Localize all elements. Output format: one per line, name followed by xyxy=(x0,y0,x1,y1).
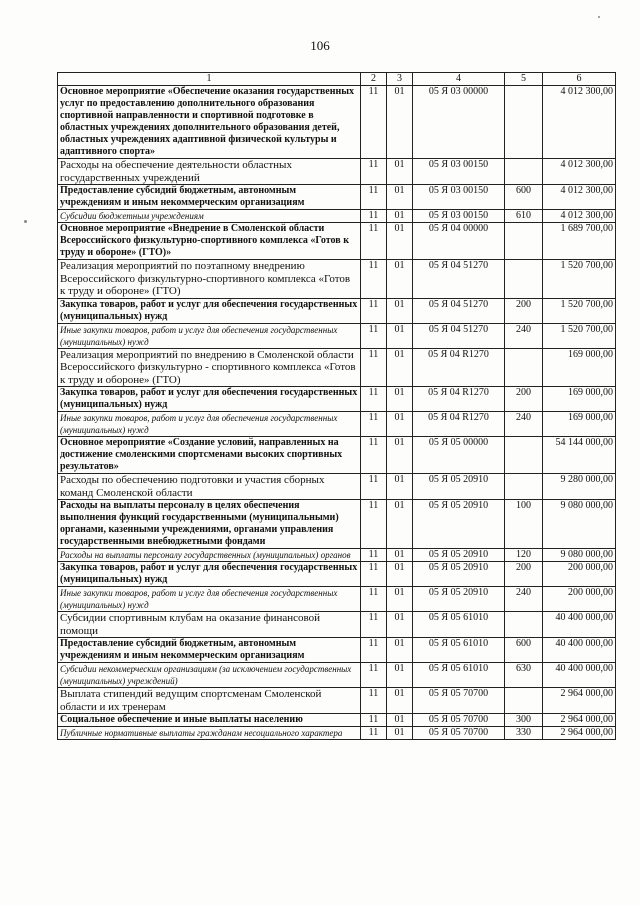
row-section: 11 xyxy=(361,348,387,387)
table-row xyxy=(58,587,616,612)
row-target: 05 Я 04 51270 xyxy=(413,260,505,299)
table-row xyxy=(58,86,616,159)
row-expense-type xyxy=(505,348,543,387)
row-section: 11 xyxy=(361,412,387,437)
row-target: 05 Я 04 51270 xyxy=(413,323,505,348)
table-row xyxy=(58,638,616,663)
row-target: 05 Я 05 70700 xyxy=(413,727,505,740)
row-amount: 40 400 000,00 xyxy=(543,612,616,638)
row-section: 11 xyxy=(361,587,387,612)
row-subsection: 01 xyxy=(387,86,413,159)
row-amount: 1 520 700,00 xyxy=(543,323,616,348)
row-expense-type: 100 xyxy=(505,500,543,549)
row-subsection: 01 xyxy=(387,663,413,688)
row-subsection: 01 xyxy=(387,727,413,740)
row-amount: 9 080 000,00 xyxy=(543,500,616,549)
row-amount: 40 400 000,00 xyxy=(543,663,616,688)
row-subsection: 01 xyxy=(387,688,413,714)
row-expense-type xyxy=(505,474,543,500)
row-amount: 169 000,00 xyxy=(543,387,616,412)
row-section: 11 xyxy=(361,714,387,727)
row-subsection: 01 xyxy=(387,159,413,185)
row-amount: 9 080 000,00 xyxy=(543,549,616,562)
row-target: 05 Я 05 20910 xyxy=(413,587,505,612)
row-amount: 4 012 300,00 xyxy=(543,210,616,223)
row-target: 05 Я 05 61010 xyxy=(413,663,505,688)
row-name: Основное мероприятие «Создание условий, направленных на достижение смоленскими спортсменами высоких спортивных результатов» xyxy=(58,437,361,474)
row-subsection: 01 xyxy=(387,638,413,663)
row-name: Расходы на выплаты персоналу в целях обеспечения выполнения функций государственными (муниципальными) органами, казенными учреждениями, органами управления государственными внебюджетными фондами xyxy=(58,500,361,549)
header-col-subsection: 3 xyxy=(387,73,413,86)
row-subsection: 01 xyxy=(387,210,413,223)
row-section: 11 xyxy=(361,437,387,474)
table-row xyxy=(58,612,616,638)
row-section: 11 xyxy=(361,323,387,348)
row-target: 05 Я 04 R1270 xyxy=(413,348,505,387)
header-col-target: 4 xyxy=(413,73,505,86)
table-row xyxy=(58,549,616,562)
row-target: 05 Я 04 R1270 xyxy=(413,412,505,437)
row-expense-type xyxy=(505,612,543,638)
row-expense-type: 600 xyxy=(505,638,543,663)
row-target: 05 Я 03 00000 xyxy=(413,86,505,159)
row-section: 11 xyxy=(361,210,387,223)
row-subsection: 01 xyxy=(387,223,413,260)
row-expense-type xyxy=(505,86,543,159)
row-expense-type xyxy=(505,159,543,185)
row-target: 05 Я 04 51270 xyxy=(413,298,505,323)
row-expense-type: 200 xyxy=(505,298,543,323)
row-target: 05 Я 05 00000 xyxy=(413,437,505,474)
header-col-amount: 6 xyxy=(543,73,616,86)
row-name: Реализация мероприятий по внедрению в Смоленской области Всероссийского физкультурно - спортивного комплекса «Готов к труду и обороне» (ГТО) xyxy=(58,348,361,387)
row-amount: 200 000,00 xyxy=(543,587,616,612)
row-expense-type: 240 xyxy=(505,412,543,437)
row-name: Закупка товаров, работ и услуг для обеспечения государственных (муниципальных) нужд xyxy=(58,562,361,587)
row-target: 05 Я 05 20910 xyxy=(413,474,505,500)
row-target: 05 Я 04 R1270 xyxy=(413,387,505,412)
row-amount: 1 520 700,00 xyxy=(543,298,616,323)
row-expense-type: 300 xyxy=(505,714,543,727)
table-row xyxy=(58,474,616,500)
row-subsection: 01 xyxy=(387,298,413,323)
table-row xyxy=(58,688,616,714)
row-name: Публичные нормативные выплаты гражданам несоциального характера xyxy=(58,727,361,740)
row-amount: 2 964 000,00 xyxy=(543,727,616,740)
table-row xyxy=(58,387,616,412)
row-section: 11 xyxy=(361,474,387,500)
row-amount: 1 689 700,00 xyxy=(543,223,616,260)
row-name: Социальное обеспечение и иные выплаты населению xyxy=(58,714,361,727)
row-target: 05 Я 04 00000 xyxy=(413,223,505,260)
row-subsection: 01 xyxy=(387,562,413,587)
row-target: 05 Я 05 70700 xyxy=(413,714,505,727)
row-amount: 169 000,00 xyxy=(543,412,616,437)
header-col-section: 2 xyxy=(361,73,387,86)
row-amount: 9 280 000,00 xyxy=(543,474,616,500)
row-subsection: 01 xyxy=(387,185,413,210)
scan-speck xyxy=(24,220,27,223)
table-row xyxy=(58,412,616,437)
row-name: Субсидии спортивным клубам на оказание финансовой помощи xyxy=(58,612,361,638)
row-section: 11 xyxy=(361,500,387,549)
budget-table xyxy=(57,72,616,740)
row-target: 05 Я 05 70700 xyxy=(413,688,505,714)
row-target: 05 Я 05 20910 xyxy=(413,500,505,549)
row-target: 05 Я 05 20910 xyxy=(413,562,505,587)
row-expense-type xyxy=(505,223,543,260)
row-name: Основное мероприятие «Обеспечение оказания государственных услуг по предоставлению дополнительного образования спортивной направленности и спортивной подготовке в областных учреждениях дополнительного образования детей, областных учреждениях адаптивной физической культуры и адаптивного спорта» xyxy=(58,86,361,159)
row-section: 11 xyxy=(361,260,387,299)
row-target: 05 Я 03 00150 xyxy=(413,210,505,223)
table-row xyxy=(58,663,616,688)
row-section: 11 xyxy=(361,612,387,638)
row-expense-type: 240 xyxy=(505,323,543,348)
row-amount: 40 400 000,00 xyxy=(543,638,616,663)
row-expense-type: 240 xyxy=(505,587,543,612)
row-section: 11 xyxy=(361,663,387,688)
row-name: Иные закупки товаров, работ и услуг для обеспечения государственных (муниципальных) нужд xyxy=(58,587,361,612)
row-expense-type: 200 xyxy=(505,387,543,412)
table-row xyxy=(58,223,616,260)
row-subsection: 01 xyxy=(387,612,413,638)
row-expense-type: 330 xyxy=(505,727,543,740)
row-name: Расходы по обеспечению подготовки и участия сборных команд Смоленской области xyxy=(58,474,361,500)
row-section: 11 xyxy=(361,185,387,210)
row-amount: 2 964 000,00 xyxy=(543,714,616,727)
row-target: 05 Я 03 00150 xyxy=(413,159,505,185)
row-amount: 2 964 000,00 xyxy=(543,688,616,714)
table-row xyxy=(58,562,616,587)
header-col-name: 1 xyxy=(58,73,361,86)
row-section: 11 xyxy=(361,638,387,663)
row-target: 05 Я 03 00150 xyxy=(413,185,505,210)
header-row xyxy=(58,73,616,86)
header-col-expense-type: 5 xyxy=(505,73,543,86)
row-subsection: 01 xyxy=(387,387,413,412)
row-subsection: 01 xyxy=(387,474,413,500)
row-section: 11 xyxy=(361,387,387,412)
row-expense-type: 600 xyxy=(505,185,543,210)
row-name: Закупка товаров, работ и услуг для обеспечения государственных (муниципальных) нужд xyxy=(58,298,361,323)
row-name: Закупка товаров, работ и услуг для обеспечения государственных (муниципальных) нужд xyxy=(58,387,361,412)
row-name: Расходы на выплаты персоналу государственных (муниципальных) органов xyxy=(58,549,361,562)
row-amount: 4 012 300,00 xyxy=(543,185,616,210)
row-subsection: 01 xyxy=(387,323,413,348)
table-row xyxy=(58,185,616,210)
table-row xyxy=(58,260,616,299)
table-row xyxy=(58,298,616,323)
row-name: Иные закупки товаров, работ и услуг для обеспечения государственных (муниципальных) нужд xyxy=(58,412,361,437)
row-section: 11 xyxy=(361,298,387,323)
table-row xyxy=(58,437,616,474)
page-number: 106 xyxy=(310,38,330,53)
row-amount: 4 012 300,00 xyxy=(543,159,616,185)
row-expense-type xyxy=(505,437,543,474)
row-amount: 169 000,00 xyxy=(543,348,616,387)
row-expense-type: 610 xyxy=(505,210,543,223)
row-expense-type: 120 xyxy=(505,549,543,562)
row-subsection: 01 xyxy=(387,412,413,437)
row-name: Иные закупки товаров, работ и услуг для обеспечения государственных (муниципальных) нужд xyxy=(58,323,361,348)
row-target: 05 Я 05 61010 xyxy=(413,638,505,663)
row-subsection: 01 xyxy=(387,437,413,474)
row-section: 11 xyxy=(361,223,387,260)
row-subsection: 01 xyxy=(387,348,413,387)
row-amount: 200 000,00 xyxy=(543,562,616,587)
row-name: Предоставление субсидий бюджетным, автономным учреждениям и иным некоммерческим организациям xyxy=(58,638,361,663)
row-name: Расходы на обеспечение деятельности областных государственных учреждений xyxy=(58,159,361,185)
row-section: 11 xyxy=(361,562,387,587)
row-section: 11 xyxy=(361,159,387,185)
row-amount: 1 520 700,00 xyxy=(543,260,616,299)
row-subsection: 01 xyxy=(387,500,413,549)
row-target: 05 Я 05 20910 xyxy=(413,549,505,562)
row-amount: 4 012 300,00 xyxy=(543,86,616,159)
row-amount: 54 144 000,00 xyxy=(543,437,616,474)
table-row xyxy=(58,727,616,740)
row-expense-type xyxy=(505,688,543,714)
table-row xyxy=(58,159,616,185)
row-expense-type xyxy=(505,260,543,299)
row-subsection: 01 xyxy=(387,549,413,562)
row-section: 11 xyxy=(361,688,387,714)
row-subsection: 01 xyxy=(387,587,413,612)
row-section: 11 xyxy=(361,86,387,159)
row-subsection: 01 xyxy=(387,714,413,727)
row-expense-type: 630 xyxy=(505,663,543,688)
row-name: Основное мероприятие «Внедрение в Смоленской области Всероссийского физкультурно-спортивного комплекса «Готов к труду и обороне» (ГТО)» xyxy=(58,223,361,260)
table-row xyxy=(58,500,616,549)
row-section: 11 xyxy=(361,727,387,740)
row-subsection: 01 xyxy=(387,260,413,299)
table-row xyxy=(58,323,616,348)
row-expense-type: 200 xyxy=(505,562,543,587)
table-row xyxy=(58,348,616,387)
row-name: Предоставление субсидий бюджетным, автономным учреждениям и иным некоммерческим организациям xyxy=(58,185,361,210)
row-section: 11 xyxy=(361,549,387,562)
scan-speck xyxy=(598,16,600,18)
table-row xyxy=(58,210,616,223)
row-name: Выплата стипендий ведущим спортсменам Смоленской области и их тренерам xyxy=(58,688,361,714)
table-row xyxy=(58,714,616,727)
row-target: 05 Я 05 61010 xyxy=(413,612,505,638)
row-name: Субсидии бюджетным учреждениям xyxy=(58,210,361,223)
row-name: Субсидии некоммерческим организациям (за исключением государственных (муниципальных) учреждений) xyxy=(58,663,361,688)
row-name: Реализация мероприятий по поэтапному внедрению Всероссийского физкультурно-спортивного комплекса «Готов к труду и обороне» (ГТО) xyxy=(58,260,361,299)
